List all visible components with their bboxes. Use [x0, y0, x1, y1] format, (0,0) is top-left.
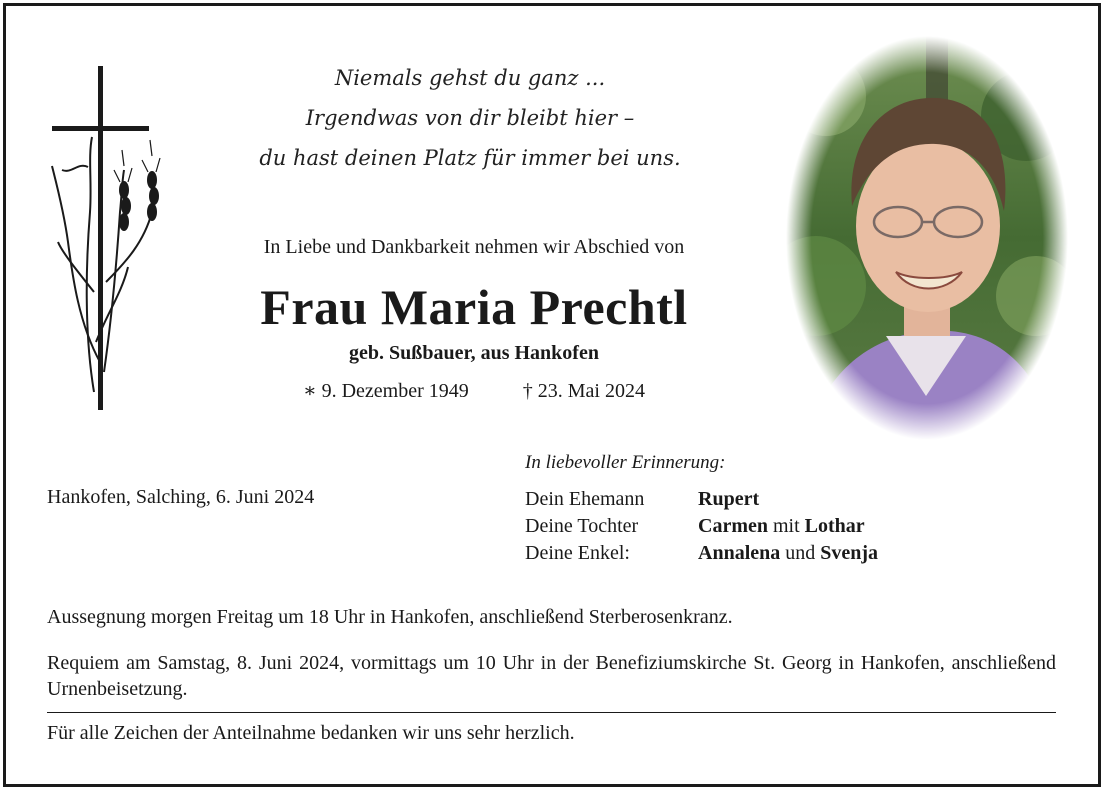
cross-with-wheat-icon	[48, 62, 168, 414]
relative-role: Deine Tochter	[525, 515, 639, 537]
relative-names	[698, 513, 865, 540]
relative-role: Dein Ehemann	[525, 488, 645, 510]
relative-conjunction: und	[780, 542, 821, 564]
relative-name: Carmen	[698, 515, 768, 537]
relative-name: Lothar	[804, 515, 865, 537]
birth-date: ∗ 9. Dezember 1949	[303, 380, 469, 402]
requiem-notice: Requiem am Samstag, 8. Juni 2024, vormittags um 10 Uhr in der Benefiziumskirche St. Georg in Hankofen, anschließend Urnenbeisetzung.	[47, 652, 1056, 700]
portrait-photo	[786, 36, 1068, 440]
relatives-list	[525, 486, 945, 570]
poem-line: Niemals gehst du ganz ...	[334, 66, 606, 90]
poem-line: du hast deinen Platz für immer bei uns.	[259, 146, 681, 170]
birth-name: geb. Sußbauer, aus Hankofen	[349, 342, 599, 364]
relative-name: Annalena	[698, 542, 781, 564]
death-date: † 23. Mai 2024	[522, 380, 645, 402]
place-date: Hankofen, Salching, 6. Juni 2024	[47, 486, 315, 508]
life-dates	[170, 378, 778, 403]
thanks-notice: Für alle Zeichen der Anteilnahme bedanken wir uns sehr herzlich.	[47, 722, 575, 744]
relative-name: Rupert	[698, 488, 760, 510]
relative-conjunction: mit	[767, 515, 805, 537]
relative-names	[698, 486, 759, 513]
relative-role: Deine Enkel:	[525, 542, 630, 564]
relative-names	[698, 540, 878, 567]
poem-line: Irgendwas von dir bleibt hier –	[305, 106, 635, 130]
blessing-notice: Aussegnung morgen Freitag um 18 Uhr in Hankofen, anschließend Sterberosenkranz.	[47, 606, 733, 628]
relative-name: Svenja	[820, 542, 879, 564]
deceased-name: Frau Maria Prechtl	[260, 279, 688, 335]
intro-text: In Liebe und Dankbarkeit nehmen wir Abschied von	[263, 236, 685, 258]
divider	[47, 712, 1056, 713]
poem	[170, 58, 770, 178]
remembrance-heading: In liebevoller Erinnerung:	[525, 452, 726, 473]
